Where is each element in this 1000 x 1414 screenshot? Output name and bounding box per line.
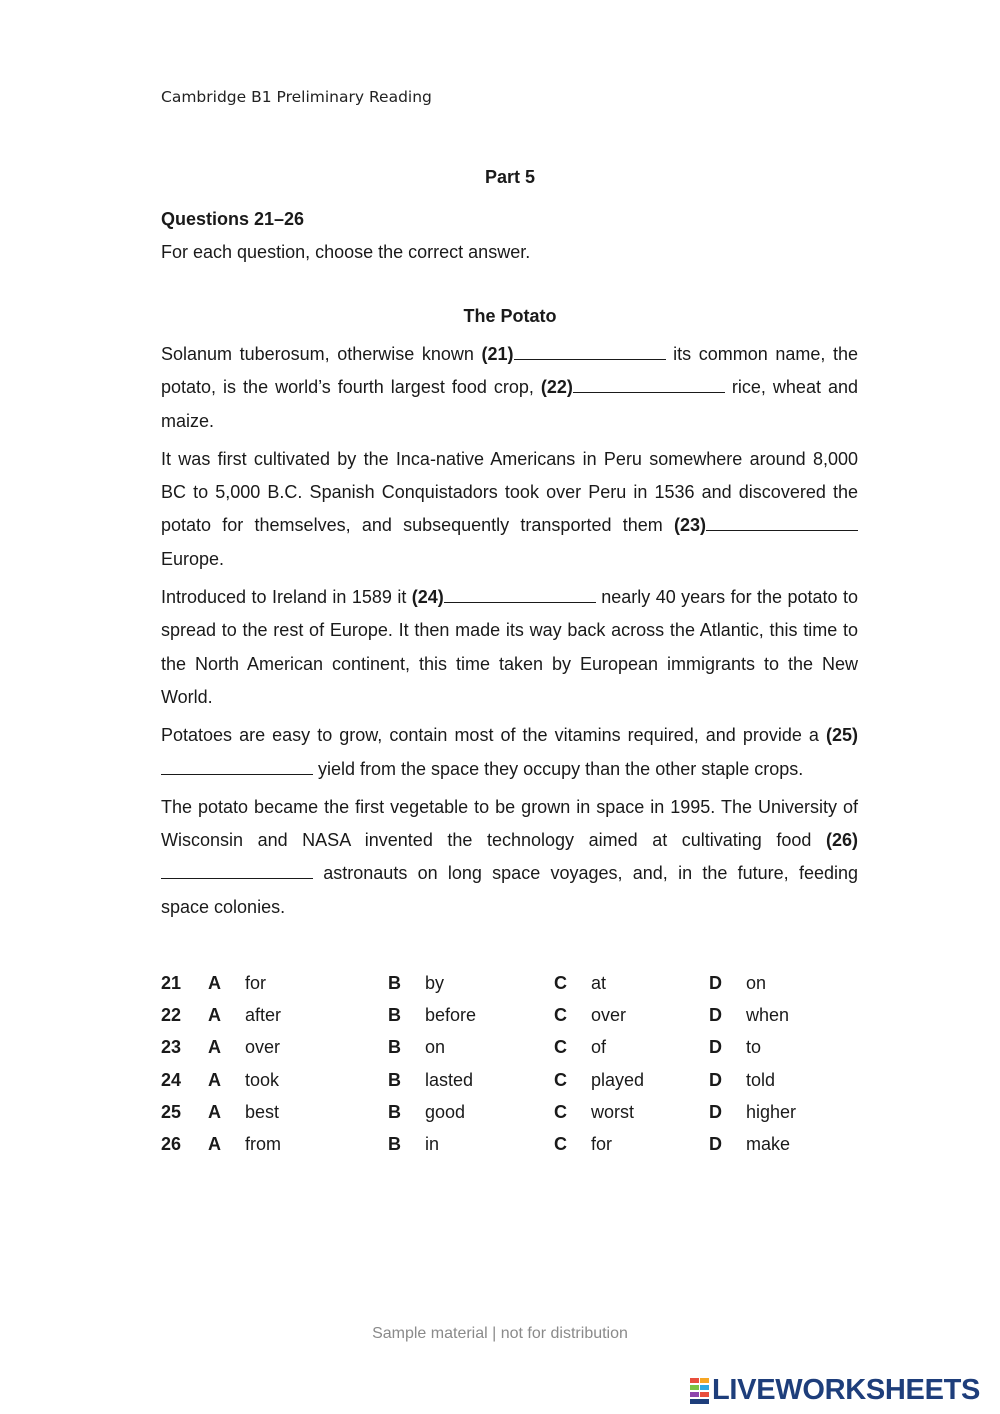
question-number: 21 [161, 972, 182, 993]
option-text[interactable]: to [746, 1037, 762, 1058]
passage-text-segment: rice, wheat and maize. [161, 377, 858, 431]
answer-options-table [161, 967, 861, 1161]
option-text[interactable]: after [245, 1004, 282, 1025]
option-letter: A [208, 1101, 221, 1122]
question-number: 26 [161, 1134, 182, 1155]
question-row [161, 1032, 861, 1064]
question-row [161, 999, 861, 1031]
option-text[interactable]: for [591, 1134, 613, 1155]
question-number: 24 [161, 1069, 182, 1090]
option-text[interactable]: for [245, 972, 267, 993]
option-text[interactable]: from [245, 1134, 281, 1155]
passage-text-segment: Solanum tuberosum, otherwise known [161, 344, 482, 364]
option-text[interactable]: at [591, 972, 607, 993]
passage-text-segment: It was first cultivated by the Inca-native Americans in Peru somewhere around 8,000 BC to 5,000 B.C. Spanish Conquistadors took over Peru in 1536 and discovered the potato for themselves, and subsequently transported them [161, 448, 858, 536]
gap-number: (24) [411, 587, 444, 608]
option-letter: B [388, 1101, 401, 1122]
answer-blank[interactable] [706, 516, 858, 531]
option-letter: A [208, 1069, 221, 1090]
option-text[interactable]: before [425, 1004, 477, 1025]
passage-text-segment: Potatoes are easy to grow, contain most of the vitamins required, and provide a [161, 725, 826, 746]
liveworksheets-logo-icon [690, 1378, 710, 1404]
option-letter: D [709, 1037, 722, 1058]
question-number: 25 [161, 1101, 182, 1122]
gap-number: (25) [825, 725, 858, 746]
option-text[interactable]: when [746, 1004, 790, 1025]
option-letter: D [709, 1069, 722, 1090]
passage-paragraph [161, 791, 858, 924]
option-letter: B [388, 1037, 401, 1058]
answer-blank[interactable] [514, 345, 666, 360]
answer-blank[interactable] [161, 760, 313, 775]
option-text[interactable]: by [425, 972, 445, 993]
document-header: Cambridge B1 Preliminary Reading [161, 88, 432, 106]
passage-text-segment: The potato became the first vegetable to be grown in space in 1995. The University of Wisconsin and NASA invented the technology aimed at cultivating food [161, 796, 858, 851]
option-text[interactable]: told [746, 1069, 776, 1090]
option-text[interactable]: worst [591, 1101, 635, 1122]
questions-heading: Questions 21–26 [161, 209, 305, 229]
passage-text-segment: its common name, the potato, is the world’s fourth largest food crop, [161, 344, 858, 398]
answer-blank[interactable] [161, 864, 313, 879]
option-letter: D [709, 1004, 722, 1025]
passage-text-segment: Introduced to Ireland in 1589 it [161, 587, 412, 608]
question-row [161, 1064, 861, 1096]
question-number: 23 [161, 1037, 182, 1058]
option-letter: B [388, 1069, 401, 1090]
option-text[interactable]: good [425, 1101, 466, 1122]
passage-text-segment: yield from the space they occupy than the other staple crops. [313, 758, 804, 779]
option-text[interactable]: played [591, 1069, 645, 1090]
gap-number: (21) [481, 344, 514, 364]
option-text[interactable]: over [591, 1004, 627, 1025]
option-text[interactable]: higher [746, 1101, 797, 1122]
option-letter: A [208, 1004, 221, 1025]
part-heading: Part 5 [484, 167, 536, 187]
answer-blank[interactable] [573, 378, 725, 393]
question-row [161, 967, 861, 999]
option-letter: A [208, 1037, 221, 1058]
option-text[interactable]: took [245, 1069, 280, 1090]
passage-text-segment: nearly 40 years for the potato to spread to the rest of Europe. It then made its way back across the Atlantic, this time to the North American continent, this time taken by European immigrants to the New World. [161, 587, 858, 707]
passage-paragraph [161, 719, 858, 786]
passage-paragraph [161, 581, 858, 714]
question-number: 22 [161, 1004, 182, 1025]
option-letter: C [554, 972, 567, 993]
option-letter: C [554, 1101, 567, 1122]
passage-paragraph [161, 338, 858, 438]
option-text[interactable]: in [425, 1134, 440, 1155]
option-letter: A [208, 1134, 221, 1155]
option-letter: B [388, 1134, 401, 1155]
option-letter: A [208, 972, 221, 993]
option-letter: C [554, 1037, 567, 1058]
option-text[interactable]: over [245, 1037, 281, 1058]
option-letter: D [709, 1134, 722, 1155]
question-row [161, 1128, 861, 1160]
option-letter: C [554, 1134, 567, 1155]
option-text[interactable]: on [746, 972, 767, 993]
option-text[interactable]: on [425, 1037, 446, 1058]
option-letter: B [388, 972, 401, 993]
option-letter: B [388, 1004, 401, 1025]
instruction-text: For each question, choose the correct answer. [161, 242, 531, 262]
passage-text-segment: Europe. [161, 548, 225, 569]
passage-paragraph [161, 443, 858, 576]
passage-title: The Potato [463, 306, 557, 326]
option-text[interactable]: of [591, 1037, 607, 1058]
option-text[interactable]: make [746, 1134, 791, 1155]
answer-blank[interactable] [444, 588, 596, 603]
option-letter: D [709, 972, 722, 993]
option-text[interactable]: best [245, 1101, 280, 1122]
option-letter: D [709, 1101, 722, 1122]
option-letter: C [554, 1004, 567, 1025]
gap-number: (23) [673, 515, 706, 536]
gap-number: (22) [540, 377, 573, 398]
passage-text-segment: astronauts on long space voyages, and, in the future, feeding space colonies. [161, 863, 858, 917]
question-row [161, 1096, 861, 1128]
footer-note: Sample material | not for distribution [372, 1325, 628, 1342]
passage-text [161, 338, 858, 929]
option-letter: C [554, 1069, 567, 1090]
option-text[interactable]: lasted [425, 1069, 474, 1090]
gap-number: (26) [825, 830, 858, 851]
liveworksheets-logo-text: LIVEWORKSHEETS [712, 1374, 981, 1406]
liveworksheets-logo[interactable] [690, 1374, 980, 1407]
